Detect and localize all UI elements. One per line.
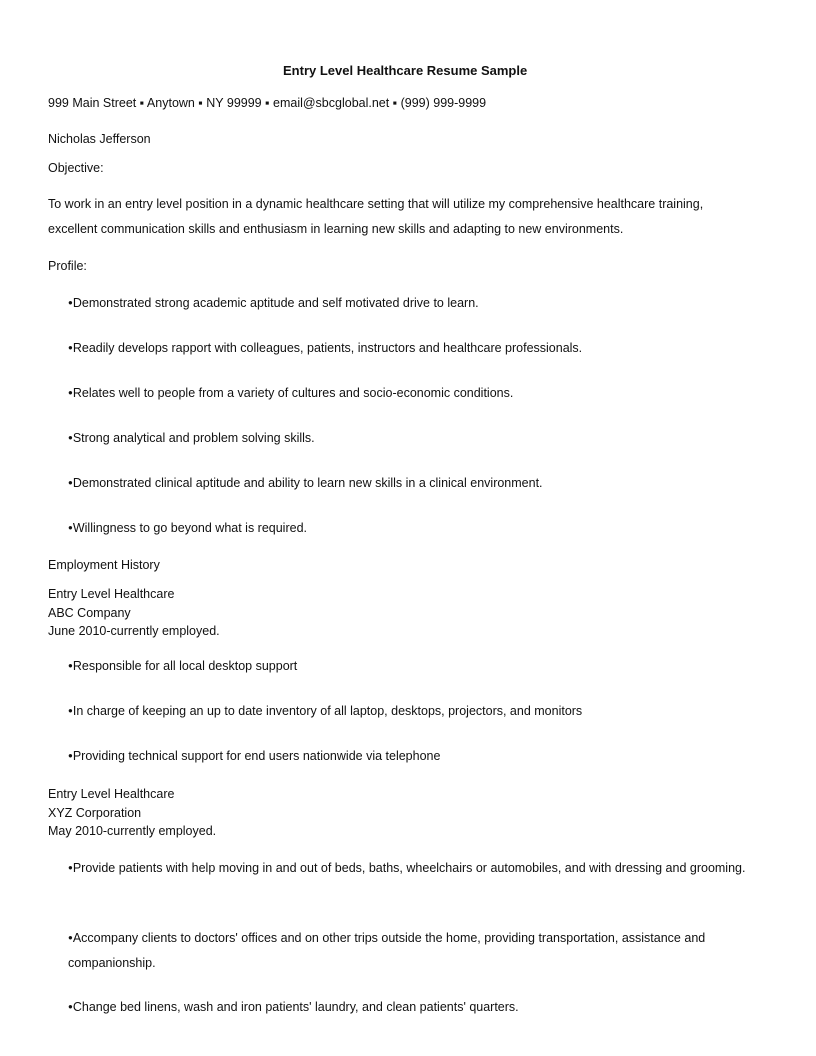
profile-heading: Profile: (48, 259, 87, 273)
job-duty: ● Accompany clients to doctors' offices and on other trips outside the home, providing transportation, assistance and companionship. (68, 925, 758, 976)
profile-item: ● Demonstrated clinical aptitude and ability to learn new skills in a clinical environment. (68, 476, 543, 491)
job-duty: ● In charge of keeping an up to date inventory of all laptop, desktops, projectors, and monitors (68, 704, 582, 719)
document-title: Entry Level Healthcare Resume Sample (283, 63, 528, 78)
applicant-name: Nicholas Jefferson (48, 132, 151, 146)
profile-item: ● Relates well to people from a variety of cultures and socio-economic conditions. (68, 386, 513, 401)
profile-item: ● Willingness to go beyond what is required. (68, 521, 307, 536)
job-dates: May 2010-currently employed. (48, 824, 217, 838)
job-header (48, 585, 220, 641)
profile-item: ● Readily develops rapport with colleagues, patients, instructors and healthcare professionals. (68, 341, 582, 356)
job-duty: ● Change bed linens, wash and iron patients' laundry, and clean patients' quarters. (68, 1000, 519, 1015)
job-header (48, 785, 216, 841)
objective-text: To work in an entry level position in a dynamic healthcare setting that will utilize my comprehensive healthcare training, excellent communication skills and enthusiasm in learning new skills and adapting to new environments. (48, 197, 704, 236)
job-duty: ● Responsible for all local desktop support (68, 659, 297, 674)
job-duty: ● Providing technical support for end users nationwide via telephone (68, 749, 440, 764)
employment-heading: Employment History (48, 558, 160, 572)
job-duty: ● Provide patients with help moving in and out of beds, baths, wheelchairs or automobiles, and with dressing and grooming. (68, 855, 758, 881)
objective-heading: Objective: (48, 161, 104, 175)
profile-item: ● Strong analytical and problem solving skills. (68, 431, 315, 446)
profile-item: ● Demonstrated strong academic aptitude and self motivated drive to learn. (68, 296, 479, 311)
job-title: Entry Level Healthcare (48, 787, 175, 801)
job-company: ABC Company (48, 605, 131, 620)
job-dates: June 2010-currently employed. (48, 624, 220, 638)
contact-line: 999 Main Street ▪ Anytown ▪ NY 99999 ▪ email@sbcglobal.net ▪ (999) 999-9999 (48, 96, 487, 110)
job-company: XYZ Corporation (48, 805, 142, 820)
job-title: Entry Level Healthcare (48, 587, 175, 601)
